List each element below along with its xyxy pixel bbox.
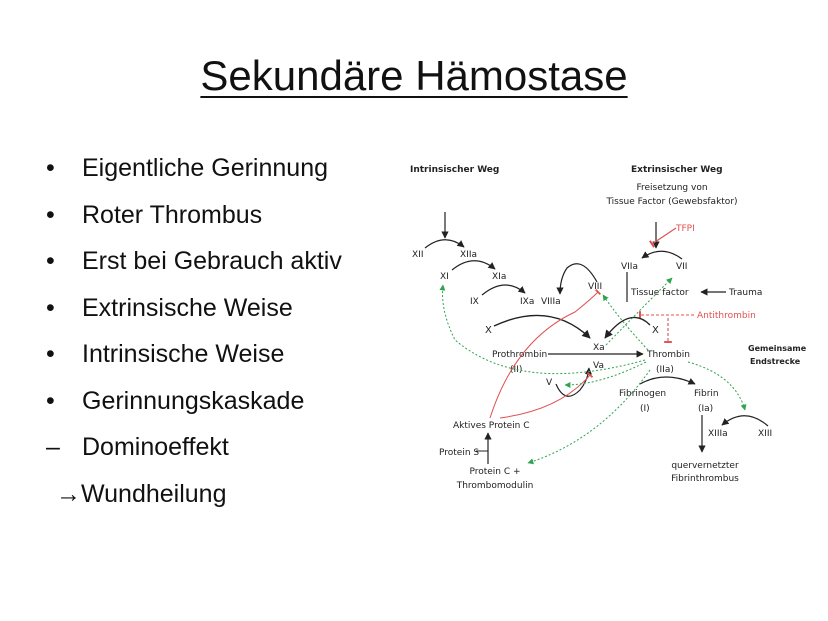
factor-v-label: V <box>546 378 553 388</box>
bullet-marker: • <box>46 386 55 415</box>
protein-c-line1: Protein C + <box>469 467 521 477</box>
thrombin-roman: (IIa) <box>656 365 674 375</box>
crosslinked-thrombus-line1: quervernetzter <box>671 461 739 471</box>
apc-inhibits-va-line <box>500 375 590 418</box>
bullet-item <box>46 150 342 197</box>
factor-vii-label: VII <box>676 262 688 272</box>
factor-xiiia-label: XIIIa <box>708 429 728 439</box>
bullet-marker: • <box>46 154 55 182</box>
bullet-list <box>46 150 342 522</box>
slide-title: Sekundäre Hämostase <box>200 52 628 99</box>
thrombin-label: Thrombin <box>647 350 690 360</box>
factor-x-right-label: X <box>652 325 659 336</box>
factor-x-left-label: X <box>485 325 492 336</box>
intrinsic-heading: Intrinsischer Weg <box>410 165 500 175</box>
bullet-marker: • <box>46 293 55 322</box>
bullet-text: Eigentliche Gerinnung <box>82 154 328 182</box>
factor-ixa-label: IXa <box>520 297 535 307</box>
tissue-factor-release-line1: Freisetzung von <box>636 183 708 193</box>
ix-activation-arrow <box>482 285 525 295</box>
factor-va-label: Va <box>593 361 604 371</box>
common-pathway-line2: Endstrecke <box>750 357 801 366</box>
sub-bullet-item <box>46 429 342 476</box>
common-pathway-line1: Gemeinsame <box>748 344 807 353</box>
bullet-text: Dominoeffekt <box>82 433 229 461</box>
x-intrinsic-arrow <box>494 315 590 338</box>
bullet-text: Intrinsische Weise <box>82 340 285 368</box>
crosslinked-thrombus-line2: Fibrinthrombus <box>671 474 739 484</box>
tissue-factor-label: Tissue factor <box>631 288 689 298</box>
tissue-factor-release-line2: Tissue Factor (Gewebsfaktor) <box>606 197 738 207</box>
bullet-text: Erst bei Gebrauch aktiv <box>82 247 342 275</box>
factor-xi-label: XI <box>440 272 449 282</box>
bullet-marker: • <box>46 200 55 229</box>
bullet-item <box>46 243 342 290</box>
factor-viia-label: VIIa <box>621 262 638 272</box>
factor-viiia-label: VIIIa <box>541 297 561 307</box>
arrow-icon: → <box>56 479 81 508</box>
protein-c-line2: Thrombomodulin <box>456 481 534 491</box>
factor-ix-label: IX <box>470 297 479 307</box>
bullet-text: Gerinnungskaskade <box>82 386 305 415</box>
bullet-item <box>46 336 342 383</box>
thrombin-feedback-to-v <box>565 362 646 385</box>
bullet-text: Roter Thrombus <box>82 200 263 229</box>
protein-s-label: Protein S <box>439 448 480 458</box>
bullet-marker: • <box>46 247 55 275</box>
bullet-item <box>46 197 342 244</box>
fibrin-label: Fibrin <box>694 389 719 399</box>
bullet-text: Wundheilung <box>81 479 227 508</box>
antithrombin-label: Antithrombin <box>697 311 756 321</box>
factor-xa-label: Xa <box>593 343 605 353</box>
bullet-marker: • <box>46 340 55 368</box>
v-activation-arrow <box>556 368 589 396</box>
factor-xiia-label: XIIa <box>460 250 477 260</box>
bullet-item <box>46 383 342 430</box>
bullet-text: Extrinsische Weise <box>82 293 293 322</box>
extrinsic-heading: Extrinsischer Weg <box>631 165 723 175</box>
xiii-activation-arrow <box>722 416 768 426</box>
fibrinogen-label: Fibrinogen <box>619 389 667 399</box>
factor-viii-label: VIII <box>588 282 603 292</box>
xii-activation-arrow <box>425 240 464 248</box>
coagulation-cascade-diagram <box>405 152 815 502</box>
arrow-item <box>56 476 342 523</box>
trauma-label: Trauma <box>729 288 763 298</box>
tfpi-label: TFPI <box>676 224 695 234</box>
bullet-item <box>46 290 342 337</box>
prothrombin-label: Prothrombin <box>492 350 548 360</box>
fibrinogen-activation-arrow <box>640 377 695 384</box>
active-protein-c-label: Aktives Protein C <box>453 421 530 431</box>
x-extrinsic-arrow <box>605 317 650 338</box>
xi-activation-arrow <box>452 261 495 270</box>
factor-xiii-label: XIII <box>758 429 773 439</box>
thrombin-feedback-to-xiii <box>688 362 745 410</box>
vii-activation-arrow <box>642 251 682 259</box>
factor-xia-label: XIa <box>492 272 507 282</box>
fibrinogen-roman: (I) <box>640 404 650 414</box>
factor-xii-label: XII <box>412 250 424 260</box>
prothrombin-roman: (II) <box>510 365 523 375</box>
fibrin-roman: (Ia) <box>698 404 714 414</box>
dash-marker: – <box>46 433 60 461</box>
